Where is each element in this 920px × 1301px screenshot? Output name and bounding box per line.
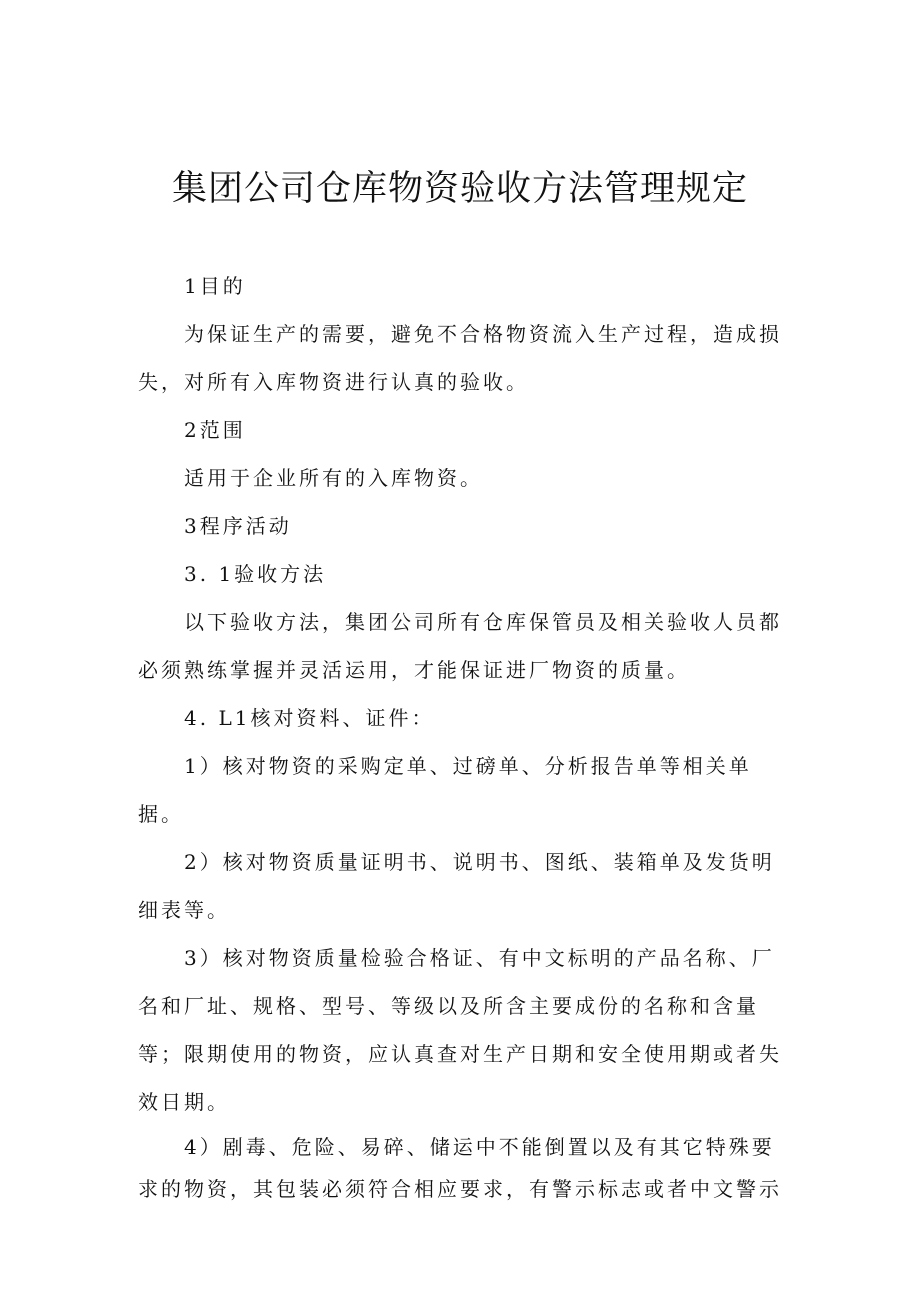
document-title: 集团公司仓库物资验收方法管理规定	[171, 169, 748, 209]
section-heading-scope: 2范围	[184, 418, 246, 442]
list-item-1: 1）核对物资的采购定单、过磅单、分析报告单等相关单据。	[138, 754, 752, 826]
section-heading-purpose: 1目的	[184, 274, 246, 298]
subsection-heading-check-documents: 4. L1核对资料、证件：	[184, 706, 435, 730]
paragraph-methods: 以下验收方法，集团公司所有仓库保管员及相关验收人员都必须熟练掌握并灵活运用，才能保证进厂物资的质量。	[138, 610, 782, 682]
list-item-2: 2）核对物资质量证明书、说明书、图纸、装箱单及发货明细表等。	[138, 850, 775, 922]
list-item-4: 4）剧毒、危险、易碎、储运中不能倒置以及有其它特殊要求的物资，其包装必须符合相应要求，有警示标志或者中文警示	[138, 1135, 782, 1201]
paragraph-purpose: 为保证生产的需要，避免不合格物资流入生产过程，造成损失，对所有入库物资进行认真的验收。	[138, 322, 782, 394]
document-body	[138, 262, 788, 1210]
section-heading-procedure: 3程序活动	[184, 514, 292, 538]
list-item-3: 3）核对物资质量检验合格证、有中文标明的产品名称、厂名和厂址、规格、型号、等级以及所含主要成份的名称和含量等；限期使用的物资，应认真查对生产日期和安全使用期或者失效日期。	[138, 946, 782, 1114]
subsection-heading-methods: 3. 1验收方法	[184, 562, 327, 586]
paragraph-scope: 适用于企业所有的入库物资。	[184, 466, 483, 490]
